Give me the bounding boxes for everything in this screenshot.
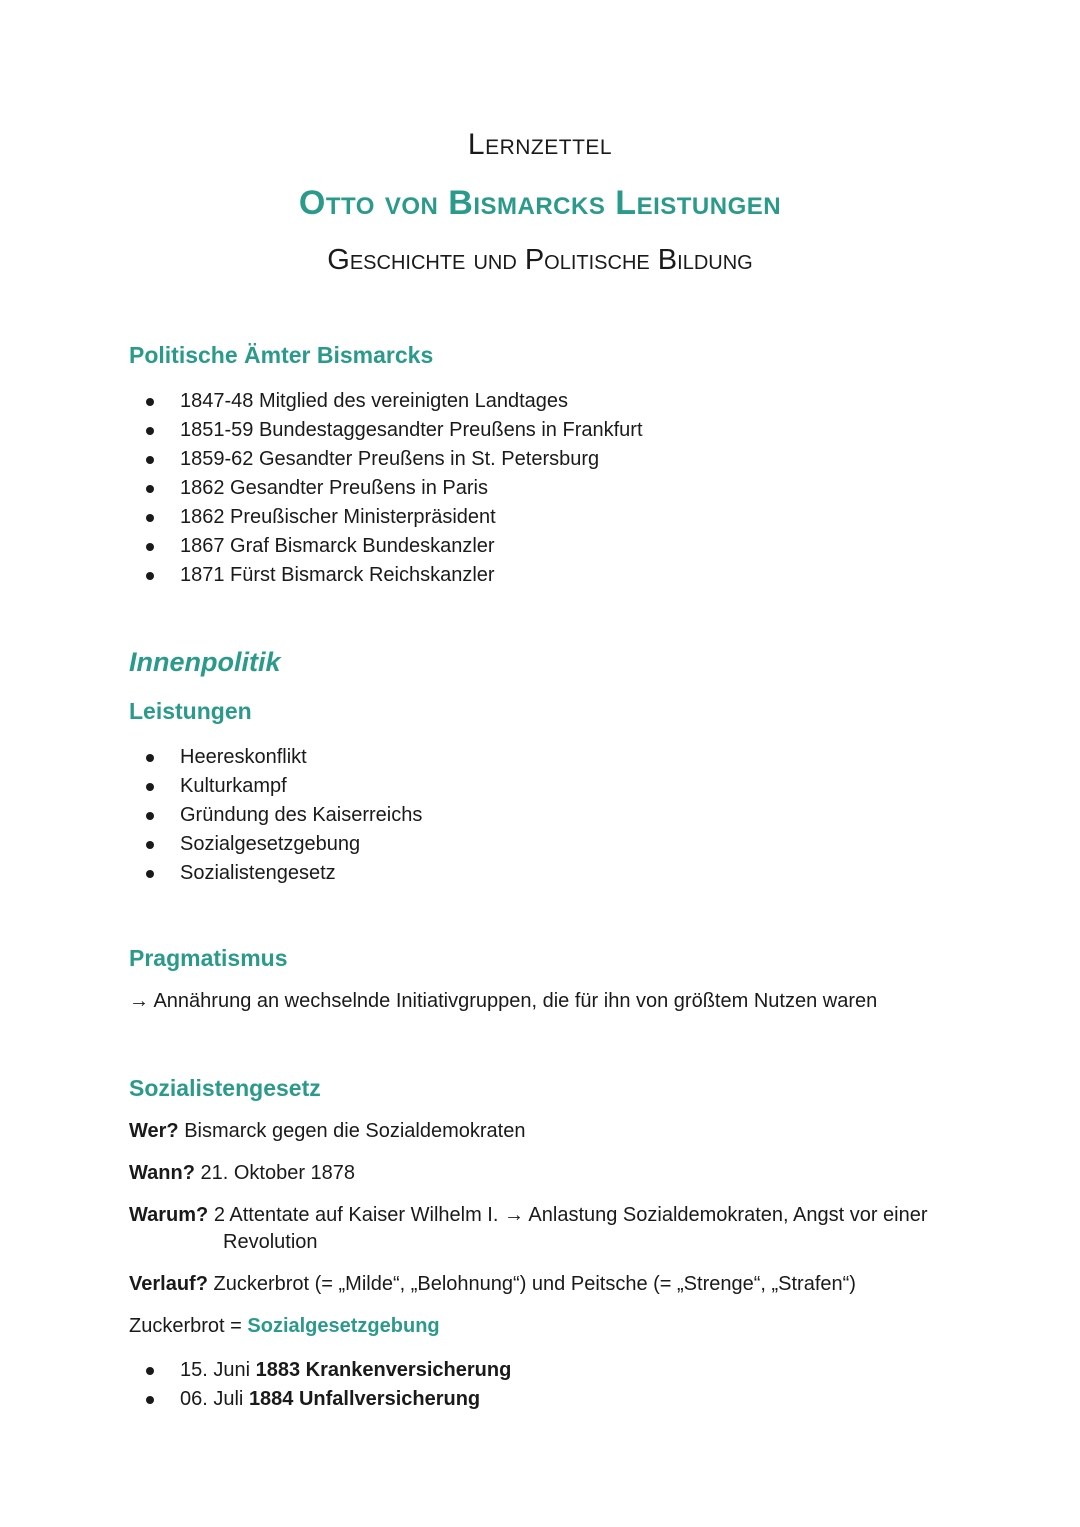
list-item: Gründung des Kaiserreichs: [140, 801, 422, 830]
wann-label: Wann?: [129, 1162, 195, 1184]
bullet-icon: [146, 841, 154, 849]
zuckerbrot-highlight: Sozialgesetzgebung: [247, 1315, 440, 1337]
list-item: 1862 Gesandter Preußens in Paris: [140, 474, 643, 503]
pragmatismus-text: → Annährung an wechselnde Initiativgruppen, die für ihn von größtem Nutzen waren: [129, 990, 878, 1012]
leistungen-heading: Leistungen: [129, 698, 252, 724]
list-item: 1847-48 Mitglied des vereinigten Landtages: [140, 387, 643, 416]
zuckerbrot-row: [129, 1315, 440, 1338]
bullet-icon: [146, 1367, 154, 1375]
wann-row: [129, 1162, 355, 1185]
verlauf-row: [129, 1273, 856, 1296]
list-item: Sozialgesetzgebung: [140, 830, 422, 859]
bullet-icon: [146, 456, 154, 464]
verlauf-label: Verlauf?: [129, 1273, 208, 1295]
document-subject: Geschichte und Politische Bildung: [327, 244, 753, 276]
list-item: 15. Juni 1883 Krankenversicherung: [140, 1356, 511, 1385]
warum-label: Warum?: [129, 1204, 209, 1226]
list-item: 1851-59 Bundestaggesandter Preußens in Frankfurt: [140, 416, 643, 445]
list-item: Sozialistengesetz: [140, 859, 422, 888]
innenpolitik-heading: Innenpolitik: [129, 647, 281, 677]
wann-text: 21. Oktober 1878: [194, 1162, 356, 1184]
list-item: 1867 Graf Bismarck Bundeskanzler: [140, 532, 643, 561]
bullet-icon: [146, 1396, 154, 1404]
wer-row: [129, 1120, 526, 1143]
warum-text-continued: Revolution: [223, 1231, 318, 1253]
bullet-icon: [146, 514, 154, 522]
list-item: Heereskonflikt: [140, 743, 422, 772]
bullet-icon: [146, 812, 154, 820]
bullet-icon: [146, 754, 154, 762]
list-item: Kulturkampf: [140, 772, 422, 801]
warum-row: [129, 1204, 928, 1227]
bullet-icon: [146, 543, 154, 551]
document-title: Otto von Bismarcks Leistungen: [298, 184, 782, 222]
sozialistengesetz-heading: Sozialistengesetz: [129, 1075, 321, 1101]
list-item: 06. Juli 1884 Unfallversicherung: [140, 1385, 511, 1414]
zuckerbrot-prefix: Zuckerbrot =: [129, 1315, 248, 1337]
leistungen-list: [140, 743, 422, 888]
pragmatismus-heading: Pragmatismus: [129, 945, 288, 971]
list-item: 1871 Fürst Bismarck Reichskanzler: [140, 561, 643, 590]
aemter-list: [140, 387, 643, 590]
bullet-icon: [146, 572, 154, 580]
verlauf-text: Zuckerbrot (= „Milde“, „Belohnung“) und Peitsche (= „Strenge“, „Strafen“): [207, 1273, 856, 1295]
bullet-icon: [146, 398, 154, 406]
list-item: 1859-62 Gesandter Preußens in St. Petersburg: [140, 445, 643, 474]
document-label: Lernzettel: [467, 128, 613, 161]
wer-text: Bismarck gegen die Sozialdemokraten: [178, 1120, 526, 1142]
bullet-icon: [146, 870, 154, 878]
bullet-icon: [146, 485, 154, 493]
bullet-icon: [146, 427, 154, 435]
bullet-icon: [146, 783, 154, 791]
list-item: 1862 Preußischer Ministerpräsident: [140, 503, 643, 532]
warum-text: 2 Attentate auf Kaiser Wilhelm I. → Anlastung Sozialdemokraten, Angst vor einer: [208, 1204, 928, 1226]
aemter-heading: Politische Ämter Bismarcks: [129, 342, 434, 368]
versicherungen-list: [140, 1356, 511, 1414]
wer-label: Wer?: [129, 1120, 179, 1142]
